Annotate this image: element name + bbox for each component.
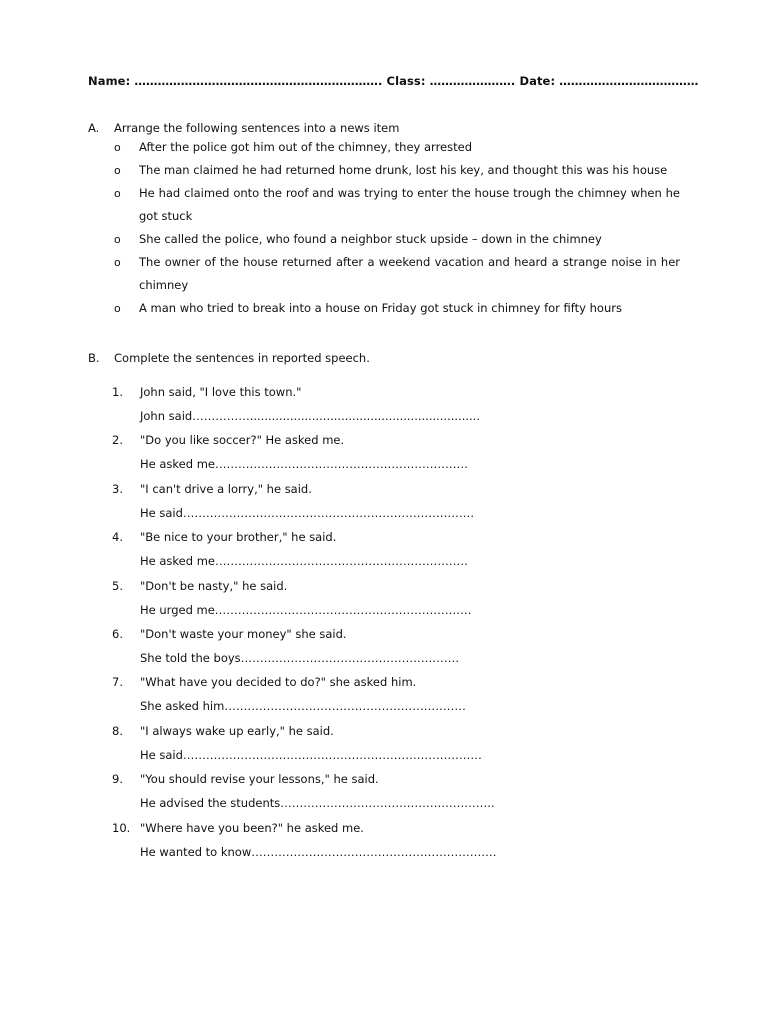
answer-line: John said……………............................................................... [140, 409, 480, 423]
direct-speech: "I always wake up early," he said. [140, 723, 334, 738]
answer-line: He advised the students……………………………………………….. [140, 796, 495, 811]
answer-line: He said…………………………………………………………………. [140, 505, 475, 520]
exercise-item [112, 428, 552, 476]
bullet-icon: o [114, 233, 121, 246]
list-item [114, 182, 680, 228]
bullet-icon: o [114, 256, 121, 269]
direct-speech: "I can't drive a lorry," he said. [140, 481, 312, 496]
item-number: 8. [112, 723, 123, 738]
exercise-item [112, 622, 552, 670]
item-number: 7. [112, 675, 123, 690]
answer-line: He urged me…………………………………………………………. [140, 602, 472, 617]
direct-speech: "Don't waste your money" she said. [140, 626, 347, 641]
direct-speech: "Where have you been?" he asked me. [140, 820, 364, 835]
exercise-item [112, 477, 552, 525]
section-b-heading [88, 351, 370, 365]
exercise-item [112, 380, 552, 428]
sentence-text: He had claimed onto the roof and was trying to enter the house trough the chimney when he got stuck [139, 186, 680, 223]
answer-line: He wanted to know………………………………………………………. [140, 844, 497, 859]
student-info-line: Name: ………………………………………………………. Class: …………………. Date: ……………………………… [88, 74, 699, 88]
list-item [114, 297, 680, 320]
sentence-text: A man who tried to break into a house on Friday got stuck in chimney for fifty hours [139, 301, 622, 315]
direct-speech: "What have you decided to do?" she asked him. [140, 675, 417, 690]
bullet-icon: o [114, 302, 121, 315]
bullet-icon: o [114, 164, 121, 177]
direct-speech: "Do you like soccer?" He asked me. [140, 433, 345, 448]
reported-speech-list [112, 380, 552, 864]
item-number: 3. [112, 481, 123, 496]
sentence-text: After the police got him out of the chimney, they arrested [139, 140, 473, 154]
section-a-heading [88, 121, 399, 135]
exercise-item [112, 525, 552, 573]
answer-line: She told the boys………………………………………………… [140, 650, 460, 665]
item-number: 4. [112, 530, 123, 545]
answer-line: She asked him……………………………………………………… [140, 699, 466, 714]
list-item [114, 228, 680, 251]
exercise-item [112, 767, 552, 815]
exercise-item [112, 574, 552, 622]
item-number: 6. [112, 626, 123, 641]
direct-speech: "Be nice to your brother," he said. [140, 530, 337, 545]
list-item [114, 159, 680, 182]
direct-speech: "You should revise your lessons," he said. [140, 772, 379, 787]
section-a-marker: A. [88, 121, 100, 135]
news-sentence-list [114, 136, 680, 320]
item-number: 1. [112, 385, 123, 399]
direct-speech: "Don't be nasty," he said. [140, 578, 288, 593]
bullet-icon: o [114, 141, 121, 154]
bullet-icon: o [114, 187, 121, 200]
item-number: 10. [112, 820, 131, 835]
sentence-text: The man claimed he had returned home drunk, lost his key, and thought this was his house [139, 163, 668, 177]
exercise-item [112, 719, 552, 767]
direct-speech: John said, "I love this town." [140, 385, 302, 399]
answer-line: He asked me………………………………………………………… [140, 457, 468, 472]
list-item [114, 136, 680, 159]
item-number: 2. [112, 433, 123, 448]
item-number: 9. [112, 772, 123, 787]
exercise-item [112, 816, 552, 864]
sentence-text: The owner of the house returned after a weekend vacation and heard a strange noise in her chimney [139, 255, 680, 292]
answer-line: He asked me………………………………………………………… [140, 554, 468, 569]
exercise-item [112, 670, 552, 718]
section-a-title: Arrange the following sentences into a news item [114, 121, 400, 135]
item-number: 5. [112, 578, 123, 593]
list-item [114, 251, 680, 297]
sentence-text: She called the police, who found a neighbor stuck upside – down in the chimney [139, 232, 602, 246]
answer-line: He said…………………………………………………………………… [140, 747, 482, 762]
section-b-marker: B. [88, 351, 100, 365]
section-b-title: Complete the sentences in reported speech. [114, 351, 370, 365]
